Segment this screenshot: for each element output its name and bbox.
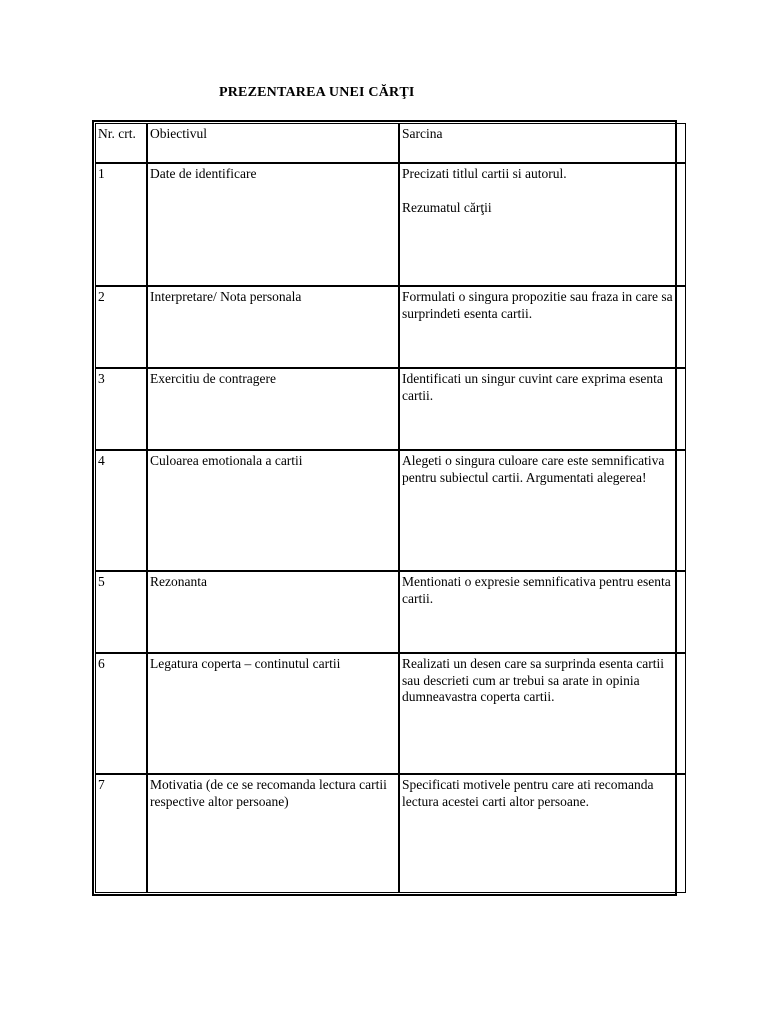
row-task: Realizati un desen care sa surprinda esenta cartii sau descrieti cum ar trebui sa arate in opinia dumneavastra coperta cartii. [399, 653, 686, 774]
header-obiectivul: Obiectivul [147, 123, 399, 163]
row-number: 5 [95, 571, 147, 653]
row-objective: Date de identificare [147, 163, 399, 286]
row-number: 3 [95, 368, 147, 450]
row-task: Specificati motivele pentru care ati recomanda lectura acestei carti altor persoane. [399, 774, 686, 893]
row-task: Alegeti o singura culoare care este semnificativa pentru subiectul cartii. Argumentati alegerea! [399, 450, 686, 571]
header-sarcina: Sarcina [399, 123, 686, 163]
table-row [95, 368, 686, 450]
objectives-table-grid [95, 123, 686, 893]
row-objective: Legatura coperta – continutul cartii [147, 653, 399, 774]
row-objective: Rezonanta [147, 571, 399, 653]
objectives-table [92, 120, 677, 896]
row-objective: Exercitiu de contragere [147, 368, 399, 450]
row-number: 1 [95, 163, 147, 286]
table-row [95, 286, 686, 368]
table-row [95, 450, 686, 571]
row-objective: Motivatia (de ce se recomanda lectura cartii respective altor persoane) [147, 774, 399, 893]
header-nr-crt: Nr. crt. [95, 123, 147, 163]
row-task: Mentionati o expresie semnificativa pentru esenta cartii. [399, 571, 686, 653]
row-task-extra: Rezumatul cărţii [402, 199, 492, 215]
row-task [399, 163, 686, 286]
row-number: 7 [95, 774, 147, 893]
table-row [95, 571, 686, 653]
row-task-text: Precizati titlul cartii si autorul. [402, 166, 567, 181]
table-row [95, 653, 686, 774]
row-number: 4 [95, 450, 147, 571]
table-header-row [95, 123, 686, 163]
row-task: Formulati o singura propozitie sau fraza in care sa surprindeti esenta cartii. [399, 286, 686, 368]
row-objective: Culoarea emotionala a cartii [147, 450, 399, 571]
table-row [95, 163, 686, 286]
document-title: PREZENTAREA UNEI CĂRŢI [219, 85, 415, 100]
row-objective: Interpretare/ Nota personala [147, 286, 399, 368]
row-number: 2 [95, 286, 147, 368]
row-number: 6 [95, 653, 147, 774]
table-row [95, 774, 686, 893]
row-task: Identificati un singur cuvint care exprima esenta cartii. [399, 368, 686, 450]
